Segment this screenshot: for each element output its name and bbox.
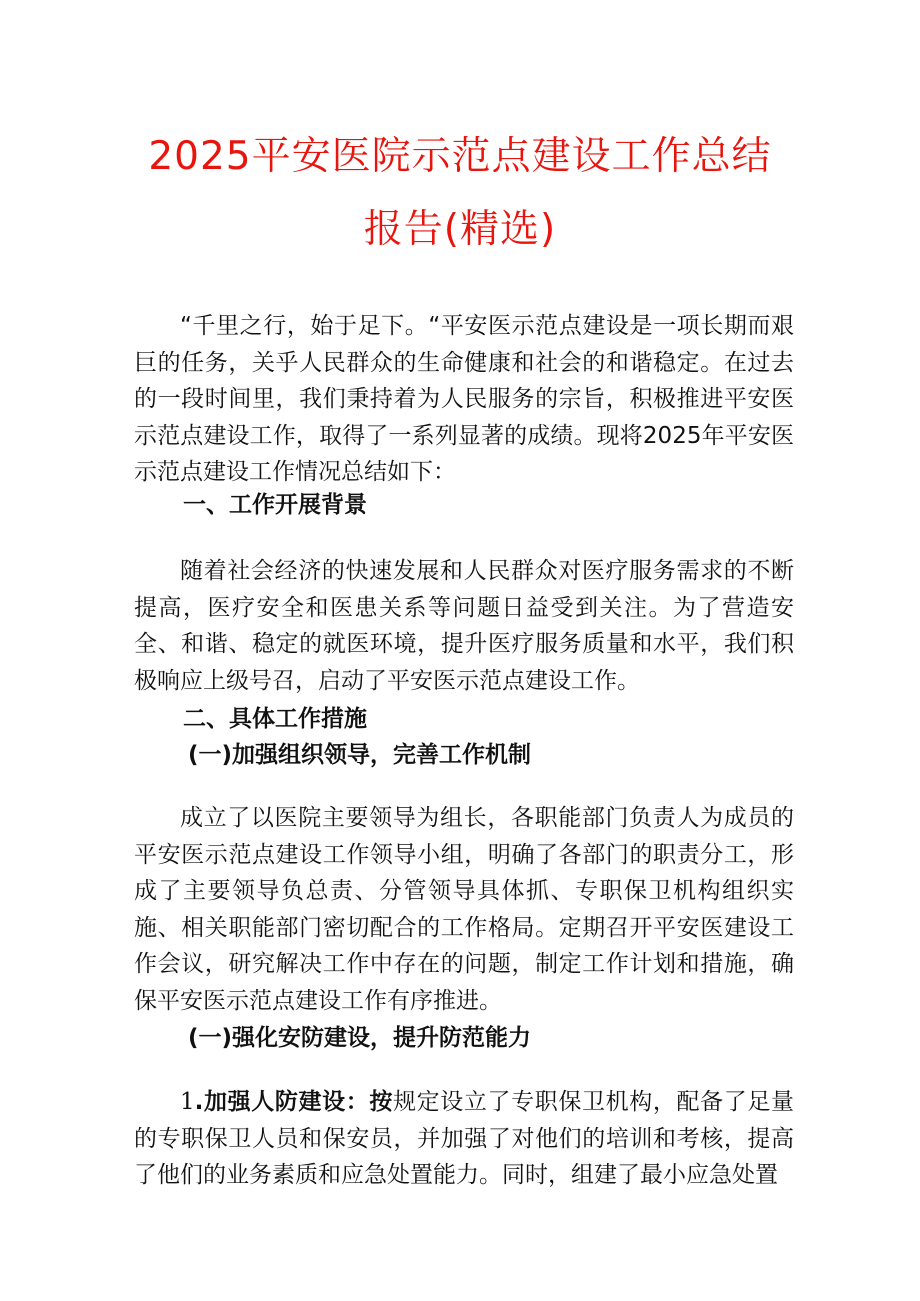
item1-paragraph — [134, 1084, 794, 1194]
item1-number: 1 — [180, 1089, 195, 1115]
document-title-line2: 报告(精选) — [363, 207, 557, 252]
item1-body: 规定设立了专职保卫机构，配备了足量的专职保卫人员和保安员，并加强了对他们的培训和考核，提高了他们的业务素质和应急处置能力。同时，组建了最小应急处置 — [134, 1089, 794, 1188]
item1-lead: .加强人防建设：按 — [194, 1089, 393, 1115]
intro-paragraph: “千里之行，始于足下。“平安医示范点建设是一项长期而艰巨的任务，关乎人民群众的生命健康和社会的和谐稳定。在过去的一段时间里，我们秉持着为人民服务的宗旨，积极推进平安医示范点建设工作，取得了一系列显著的成绩。现将2025年平安医示范点建设工作情况总结如下： — [134, 313, 794, 485]
section1-heading: 一、工作开展背景 — [183, 492, 367, 518]
subsection1-heading: (一)加强组织领导，完善工作机制 — [188, 742, 532, 768]
section2-heading: 二、具体工作措施 — [183, 706, 367, 732]
section1-paragraph: 随着社会经济的快速发展和人民群众对医疗服务需求的不断提高，医疗安全和医患关系等问题日益受到关注。为了营造安全、和谐、稳定的就医环境，提升医疗服务质量和水平，我们积极响应上级号召，启动了平安医示范点建设工作。 — [134, 558, 794, 694]
document-title-line1: 2025平安医院示范点建设工作总结 — [148, 134, 772, 179]
subsection2-heading: (一)强化安防建设，提升防范能力 — [188, 1025, 532, 1051]
subsection1-paragraph: 成立了以医院主要领导为组长，各职能部门负责人为成员的平安医示范点建设工作领导小组，明确了各部门的职责分工，形成了主要领导负总责、分管领导具体抓、专职保卫机构组织实施、相关职能部门密切配合的工作格局。定期召开平安医建设工作会议，研究解决工作中存在的问题，制定工作计划和措施，确保平安医示范点建设工作有序推进。 — [134, 805, 794, 1014]
